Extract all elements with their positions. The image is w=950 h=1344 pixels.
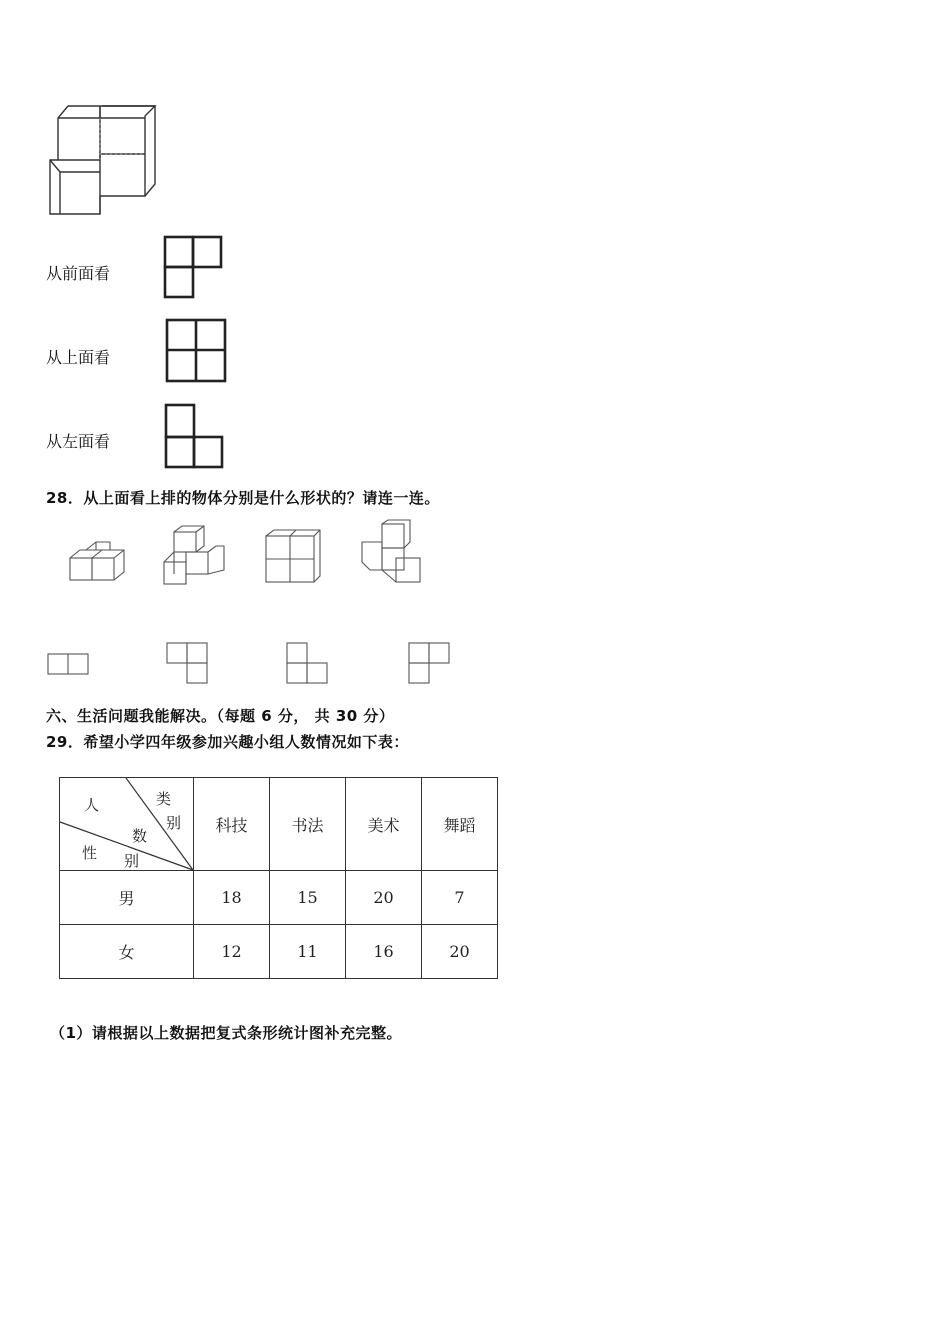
- cell-value: 16: [346, 925, 422, 979]
- object-2-icon: [160, 524, 228, 588]
- interest-group-table: [59, 777, 498, 979]
- top-view-option-3: [285, 641, 331, 687]
- front-view-diagram: [163, 235, 225, 301]
- header-keji: 科技: [194, 778, 270, 871]
- left-view-label: 从左面看: [46, 432, 111, 451]
- row-label-female: 女: [60, 925, 194, 979]
- header-shufa: 书法: [270, 778, 346, 871]
- cube-stack-figure: [40, 96, 165, 221]
- top-view-option-1: [46, 652, 92, 678]
- cell-value: 18: [194, 871, 270, 925]
- left-view-diagram: [164, 403, 226, 471]
- corner-bie-top: 别: [166, 814, 182, 832]
- corner-lei: 类: [156, 790, 172, 808]
- row-label-male: 男: [60, 871, 194, 925]
- top-view-option-4: [405, 641, 453, 687]
- question-28: 28．从上面看上排的物体分别是什么形状的？请连一连。: [46, 489, 440, 507]
- cell-value: 7: [422, 871, 498, 925]
- header-wudao: 舞蹈: [422, 778, 498, 871]
- section-6-heading: 六、生活问题我能解决。（每题 6 分， 共 30 分）: [46, 707, 395, 725]
- question-29: 29．希望小学四年级参加兴趣小组人数情况如下表：: [46, 733, 409, 751]
- top-view-diagram: [165, 318, 229, 384]
- sub-question-1: （1）请根据以上数据把复式条形统计图补充完整。: [50, 1024, 402, 1042]
- corner-shu: 数: [132, 827, 148, 845]
- cell-value: 20: [422, 925, 498, 979]
- object-3-icon: [262, 528, 324, 586]
- cell-value: 12: [194, 925, 270, 979]
- table-row: [60, 871, 498, 925]
- corner-xing: 性: [82, 844, 98, 862]
- top-view-label: 从上面看: [46, 348, 111, 367]
- object-1-icon: [66, 538, 126, 586]
- table-row: [60, 925, 498, 979]
- header-meishu: 美术: [346, 778, 422, 871]
- table-corner-cell: [60, 778, 194, 871]
- table-header-row: [60, 778, 498, 871]
- corner-ren: 人: [84, 796, 100, 814]
- object-4-icon: [356, 518, 426, 586]
- cell-value: 15: [270, 871, 346, 925]
- top-view-option-2: [165, 641, 211, 687]
- cell-value: 11: [270, 925, 346, 979]
- cell-value: 20: [346, 871, 422, 925]
- corner-bie-bottom: 别: [124, 852, 140, 870]
- front-view-label: 从前面看: [46, 264, 111, 283]
